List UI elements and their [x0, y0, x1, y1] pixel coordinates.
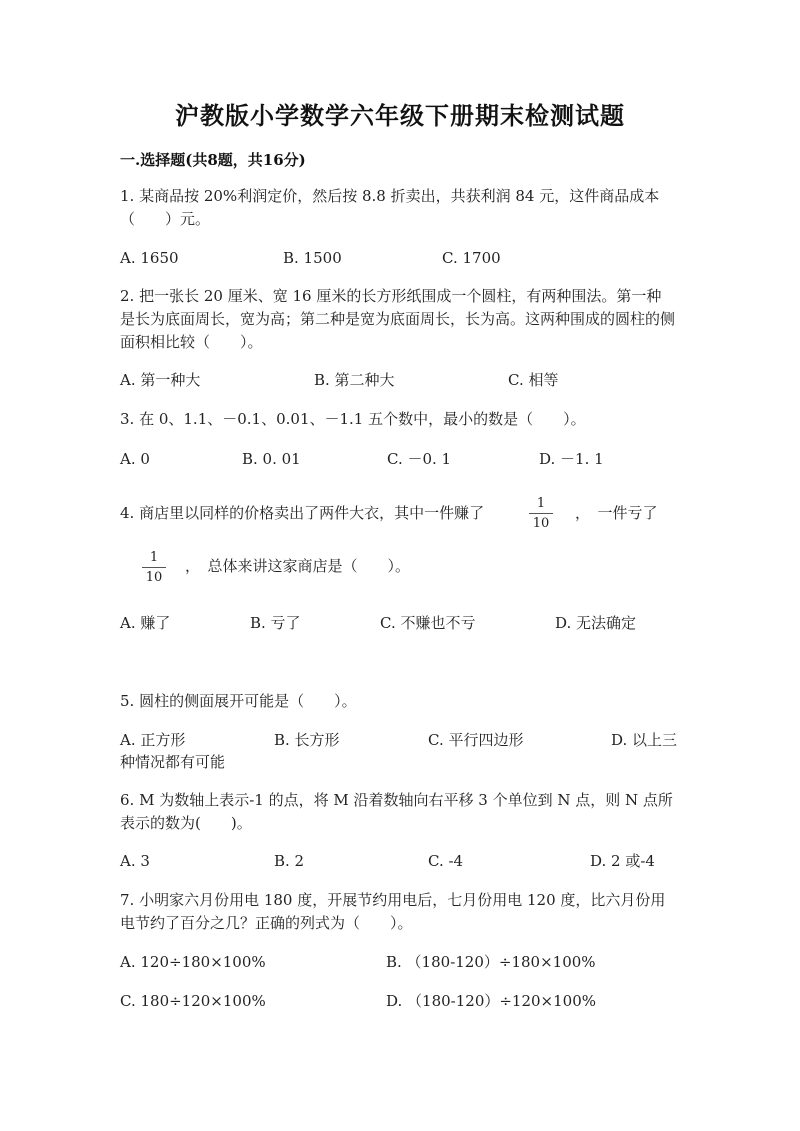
q5-option-b: B. 长方形: [274, 731, 340, 749]
q7-option-a: A. 120÷180×100%: [120, 953, 266, 971]
question-5: 5. 圆柱的侧面展开可能是（ ）。: [120, 692, 357, 710]
question-3: 3. 在 0、1.1、－0.1、0.01、－1.1 五个数中，最小的数是（ ）。: [120, 410, 586, 428]
q3-option-b: B. 0. 01: [242, 450, 301, 468]
q3-option-c: C. －0. 1: [387, 450, 452, 468]
q5-option-c: C. 平行四边形: [428, 731, 524, 749]
q3-option-a: A. 0: [120, 450, 150, 468]
q1-option-a: A. 1650: [120, 249, 179, 267]
page-title: 沪教版小学数学六年级下册期末检测试题: [175, 101, 625, 130]
question-4-text-3: ， 总体来讲这家商店是（ ）。: [185, 557, 411, 575]
q5-option-a: A. 正方形: [120, 731, 186, 749]
q1-option-b: B. 1500: [283, 249, 342, 267]
q2-option-a: A. 第一种大: [120, 371, 201, 389]
question-7: 7. 小明家六月份用电 180 度，开展节约用电后，七月份用电 120 度，比六月份用电节约了百分之几？正确的列式为（ ）。: [120, 891, 666, 932]
q1-option-c: C. 1700: [442, 249, 501, 267]
q4-option-c: C. 不赚也不亏: [380, 614, 476, 632]
question-1: 1. 某商品按 20%利润定价，然后按 8.8 折卖出，共获利润 84 元，这件商品成本（ ）元。: [120, 187, 660, 228]
q2-option-b: B. 第二种大: [314, 371, 395, 389]
question-2: 2. 把一张长 20 厘米、宽 16 厘米的长方形纸围成一个圆柱，有两种围法。第一种是长为底面周长，宽为高；第二种是宽为底面周长，长为高。这两种围成的圆柱的侧面积相比较（ ）。: [120, 287, 676, 351]
q6-option-d: D. 2 或-4: [590, 852, 655, 870]
question-4-text-1: 4. 商店里以同样的价格卖出了两件大衣，其中一件赚了: [120, 504, 485, 522]
fraction-one-tenth-2: 1 10: [142, 550, 166, 585]
q5-option-d-continued: 种情况都有可能: [120, 753, 226, 771]
question-4-text-2: ， 一件亏了: [575, 504, 658, 522]
q3-option-d: D. －1. 1: [539, 450, 604, 468]
q2-option-c: C. 相等: [508, 371, 559, 389]
q5-option-d: D. 以上三: [611, 731, 678, 749]
q7-option-d: D. （180-120）÷120×100%: [386, 992, 597, 1010]
q4-option-b: B. 亏了: [250, 614, 301, 632]
q6-option-a: A. 3: [120, 852, 150, 870]
fraction-one-tenth-1: 1 10: [529, 496, 553, 531]
q7-option-b: B. （180-120）÷180×100%: [386, 953, 596, 971]
q4-option-a: A. 赚了: [120, 614, 171, 632]
q6-option-c: C. -4: [428, 852, 464, 870]
q4-option-d: D. 无法确定: [555, 614, 637, 632]
q6-option-b: B. 2: [274, 852, 305, 870]
question-6: 6. M 为数轴上表示-1 的点，将 M 沿着数轴向右平移 3 个单位到 N 点，则 N 点所表示的数为( )。: [120, 791, 673, 832]
q7-option-c: C. 180÷120×100%: [120, 992, 266, 1010]
section-heading: 一.选择题(共8题，共16分): [120, 151, 306, 169]
